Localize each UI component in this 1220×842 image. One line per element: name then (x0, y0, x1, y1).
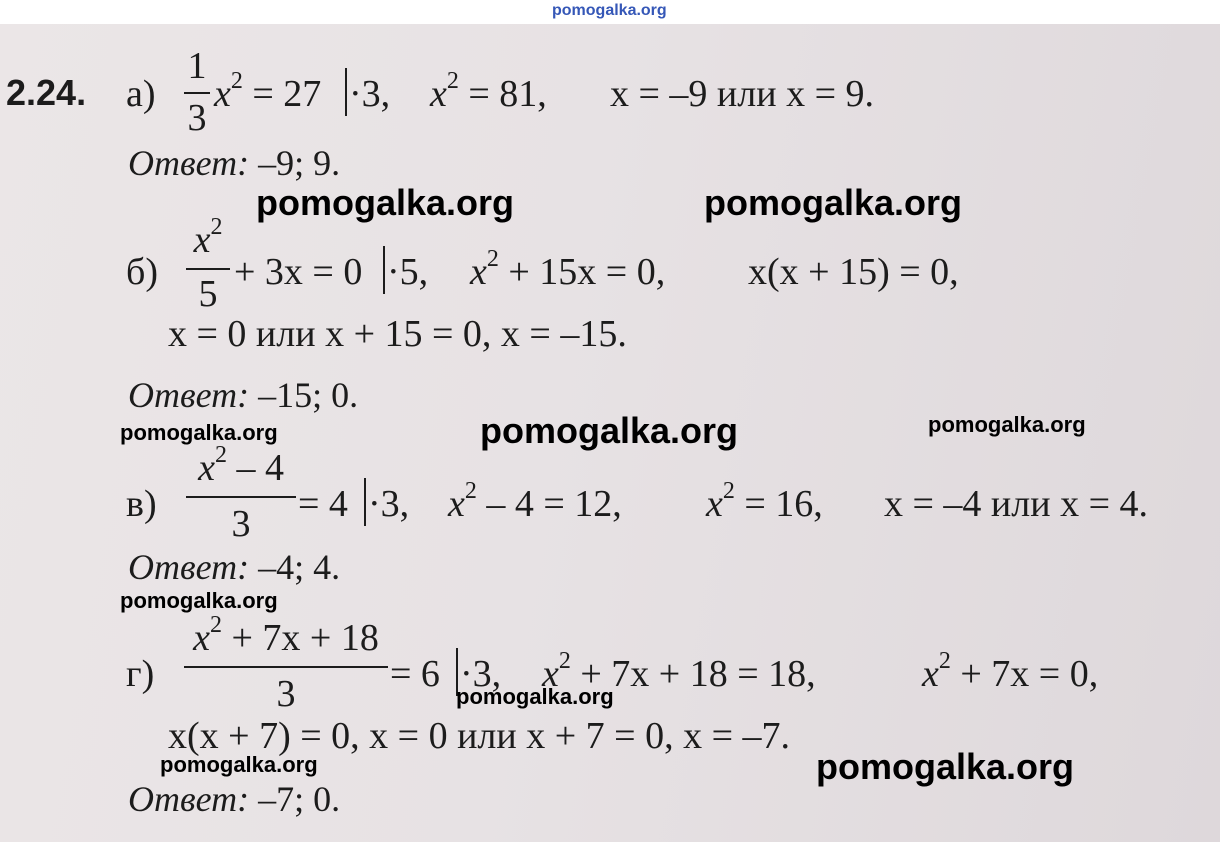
part-c-frac-bar (186, 496, 296, 498)
watermark: pomogalka.org (120, 588, 278, 613)
part-d-equation: = 6 (390, 653, 440, 695)
part-b-multiplier-bar (383, 246, 385, 294)
watermark: pomogalka.org (256, 182, 515, 223)
watermark: pomogalka.org (928, 412, 1086, 437)
part-d-frac-den: 3 (276, 673, 296, 715)
part-c-frac-num: $x^2 - 4$ (198, 442, 284, 489)
problem-number: 2.24. (6, 72, 87, 113)
part-a-step2: x = –9 или x = 9. (610, 73, 874, 115)
site-header-watermark: pomogalka.org (552, 2, 667, 19)
part-b-multiplier: ·5, (387, 251, 429, 293)
part-c-fraction (186, 442, 296, 550)
part-a-multiplier-bar (345, 68, 347, 116)
part-d-answer: Ответ: –7; 0. (128, 779, 341, 819)
part-a-frac-bar (184, 92, 210, 94)
part-c-equation: = 4 (298, 483, 348, 525)
part-a-label: а) (126, 73, 156, 115)
part-b-frac-bar (186, 268, 230, 270)
part-d-line2: x(x + 7) = 0, x = 0 или x + 7 = 0, x = –7. (168, 715, 791, 757)
part-d-step2: $x^2 + 7x = 0$, (922, 648, 1099, 695)
part-c-frac-den: 3 (231, 503, 251, 545)
part-d-step1: $x^2 + 7x + 18 = 18$, (542, 648, 816, 695)
part-c-step3: x = –4 или x = 4. (884, 483, 1148, 525)
part-c-step1: $x^2 - 4 = 12$, (448, 478, 622, 525)
watermark: pomogalka.org (480, 410, 739, 451)
part-b-answer: Ответ: –15; 0. (128, 375, 359, 415)
part-a-answer: Ответ: –9; 9. (128, 143, 341, 183)
part-b-label: б) (126, 251, 158, 293)
watermark: pomogalka.org (704, 182, 963, 223)
part-b-fraction (186, 214, 230, 318)
part-a-step1: $x^2 = 81$, (430, 68, 547, 115)
part-c-multiplier-bar (364, 478, 366, 526)
watermark: pomogalka.org (456, 684, 614, 709)
part-b-step2: x(x + 15) = 0, (748, 251, 959, 293)
part-d-multiplier: ·3, (460, 653, 502, 695)
part-d-label: г) (126, 653, 155, 695)
part-d-frac-num: $x^2 + 7x + 18$ (193, 612, 379, 659)
part-d-frac-bar (184, 666, 388, 668)
part-a-frac-den: 3 (187, 97, 207, 139)
part-c-label: в) (126, 483, 157, 525)
watermark: pomogalka.org (816, 746, 1075, 787)
part-a-fraction (184, 44, 210, 140)
part-a-equation: $x^2 = 27$ (214, 68, 322, 115)
part-b-line2: x = 0 или x + 15 = 0, x = –15. (168, 313, 627, 355)
part-b-frac-num: $x^2$ (193, 214, 223, 261)
part-c-step2: $x^2 = 16$, (706, 478, 823, 525)
watermark: pomogalka.org (160, 752, 318, 777)
part-b-frac-den: 5 (198, 273, 218, 315)
part-c-multiplier: ·3, (368, 483, 410, 525)
part-b-equation: + 3x = 0 (234, 251, 363, 293)
part-a-multiplier: ·3, (349, 73, 391, 115)
part-b-step1: $x^2 + 15x = 0$, (470, 246, 666, 293)
part-d-fraction (184, 612, 388, 720)
watermark: pomogalka.org (120, 420, 278, 445)
part-a-frac-num: 1 (187, 45, 207, 87)
part-c-answer: Ответ: –4; 4. (128, 547, 341, 587)
